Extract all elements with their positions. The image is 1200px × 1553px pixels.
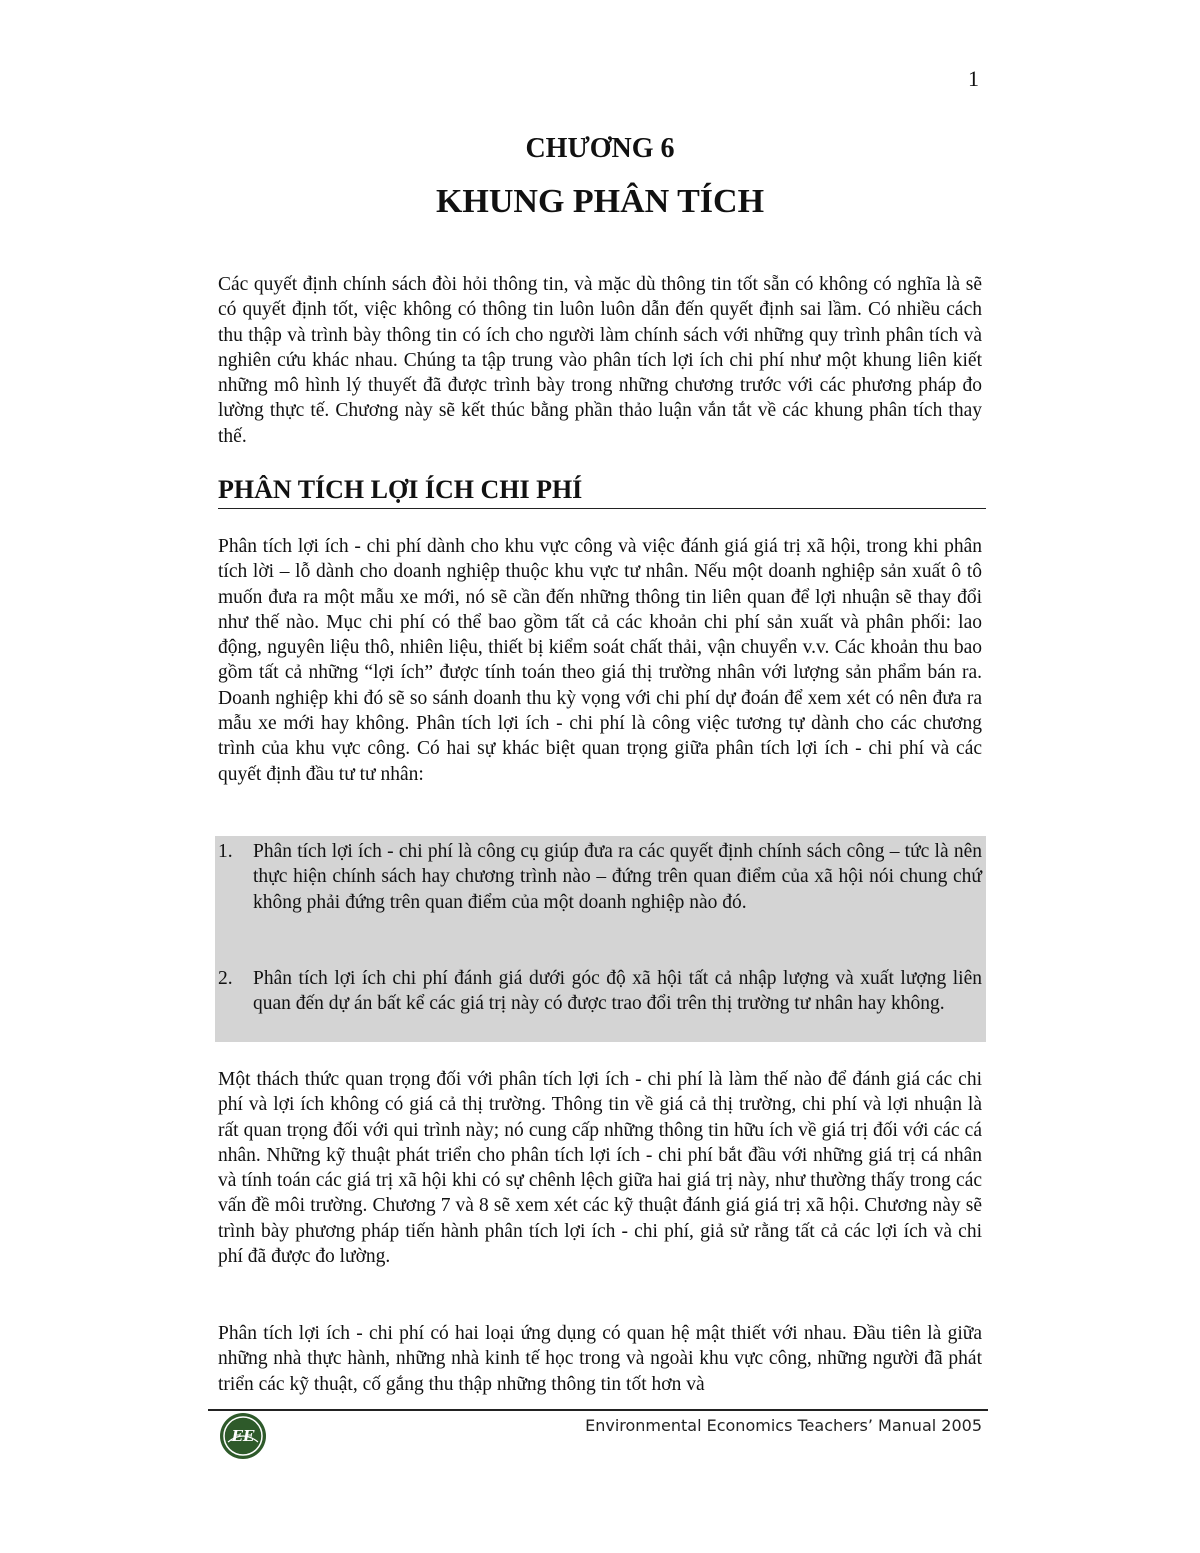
list-item [218,839,982,915]
list-item-text: Phân tích lợi ích - chi phí là công cụ giúp đưa ra các quyết định chính sách công – tức là nên thực hiện chính sách hay chương trình nào – đứng trên quan điểm của xã hội nói chung chứ không phải đứng trên quan điểm của một doanh nghiệp nào đó. [253,841,982,913]
list-item-text: Phân tích lợi ích chi phí đánh giá dưới góc độ xã hội tất cả nhập lượng và xuất lượng liên quan đến dự án bất kể các giá trị này có được trao đổi trên thị trường tư nhân hay không. [253,968,982,1015]
list-item-number: 2. [218,968,233,989]
page-number: 1 [968,66,979,91]
section-heading: PHÂN TÍCH LỢI ÍCH CHI PHÍ [218,474,986,509]
list-item-number: 1. [218,841,233,862]
body-paragraph-2: Một thách thức quan trọng đối với phân tích lợi ích - chi phí là làm thế nào để đánh giá các chi phí và lợi ích không có giá cả thị trường. Thông tin về giá cả thị trường, chi phí và lợi nhuận là rất quan trọng đối với qui trình này; nó cung cấp những thông tin hữu ích về giá trị đối với các cá nhân. Những kỹ thuật phát triển cho phân tích lợi ích - chi phí bắt đầu với những giá trị cá nhân và tính toán các giá trị xã hội khi có sự chênh lệch giữa hai giá trị này, như thường thấy trong các vấn đề môi trường. Chương 7 và 8 sẽ xem xét các kỹ thuật đánh giá giá trị xã hội. Chương này sẽ trình bày phương pháp tiến hành phân tích lợi ích - chi phí, giả sử rằng tất cả các lợi ích và chi phí đã được đo lường. [218,1069,982,1268]
footer-rule [208,1409,988,1411]
chapter-label: CHƯƠNG 6 [525,133,675,164]
footer-text: Environmental Economics Teachers’ Manual 2005 [585,1416,982,1435]
body-paragraph-3: Phân tích lợi ích - chi phí có hai loại ứng dụng có quan hệ mật thiết với nhau. Đầu tiên là giữa những nhà thực hành, những nhà kinh tế học trong và ngoài khu vực công, những người đã phát triển các kỹ thuật, cố gắng thu thập những thông tin tốt hơn và [218,1323,982,1395]
list-item [218,966,982,1017]
page-title: KHUNG PHÂN TÍCH [435,183,765,220]
intro-paragraph: Các quyết định chính sách đòi hỏi thông tin, và mặc dù thông tin tốt sẵn có không có nghĩa là sẽ có quyết định tốt, việc không có thông tin luôn luôn dẫn đến quyết định sai lầm. Có nhiều cách thu thập và trình bày thông tin có ích cho người làm chính sách với những quy trình phân tích và nghiên cứu khác nhau. Chúng ta tập trung vào phân tích lợi ích chi phí như một khung liên kiết những mô hình lý thuyết đã được trình bày trong những chương trước với các phương pháp đo lường thực tế. Chương này sẽ kết thúc bằng phần thảo luận vắn tắt về các khung phân tích thay thế. [218,274,982,447]
body-paragraph-1: Phân tích lợi ích - chi phí dành cho khu vực công và việc đánh giá giá trị xã hội, trong khi phân tích lời – lỗ dành cho doanh nghiệp thuộc khu vực tư nhân. Nếu một doanh nghiệp sản xuất ô tô muốn đưa ra một mẫu xe mới, nó sẽ cần đến những thông tin liên quan để lợi nhuận sẽ thay đổi như thế nào. Mục chi phí có thể bao gồm tất cả các khoản chi phí sản xuất và phân phối: lao động, nguyên liệu thô, nhiên liệu, thiết bị kiểm soát chất thải, vận chuyển v.v. Các khoản thu bao gồm tất cả những “lợi ích” được tính toán theo giá thị trường nhân với lượng sản phẩm bán ra. Doanh nghiệp khi đó sẽ so sánh doanh thu kỳ vọng với chi phí dự đoán để xem xét có nên đưa ra mẫu xe mới hay không. Phân tích lợi ích - chi phí là công việc tương tự dành cho các chương trình của khu vực công. Có hai sự khác biệt quan trọng giữa phân tích lợi ích - chi phí và các quyết định đầu tư tư nhân: [218,536,982,785]
ee-logo-icon [219,1412,267,1460]
logo-text: EE [231,1427,255,1445]
